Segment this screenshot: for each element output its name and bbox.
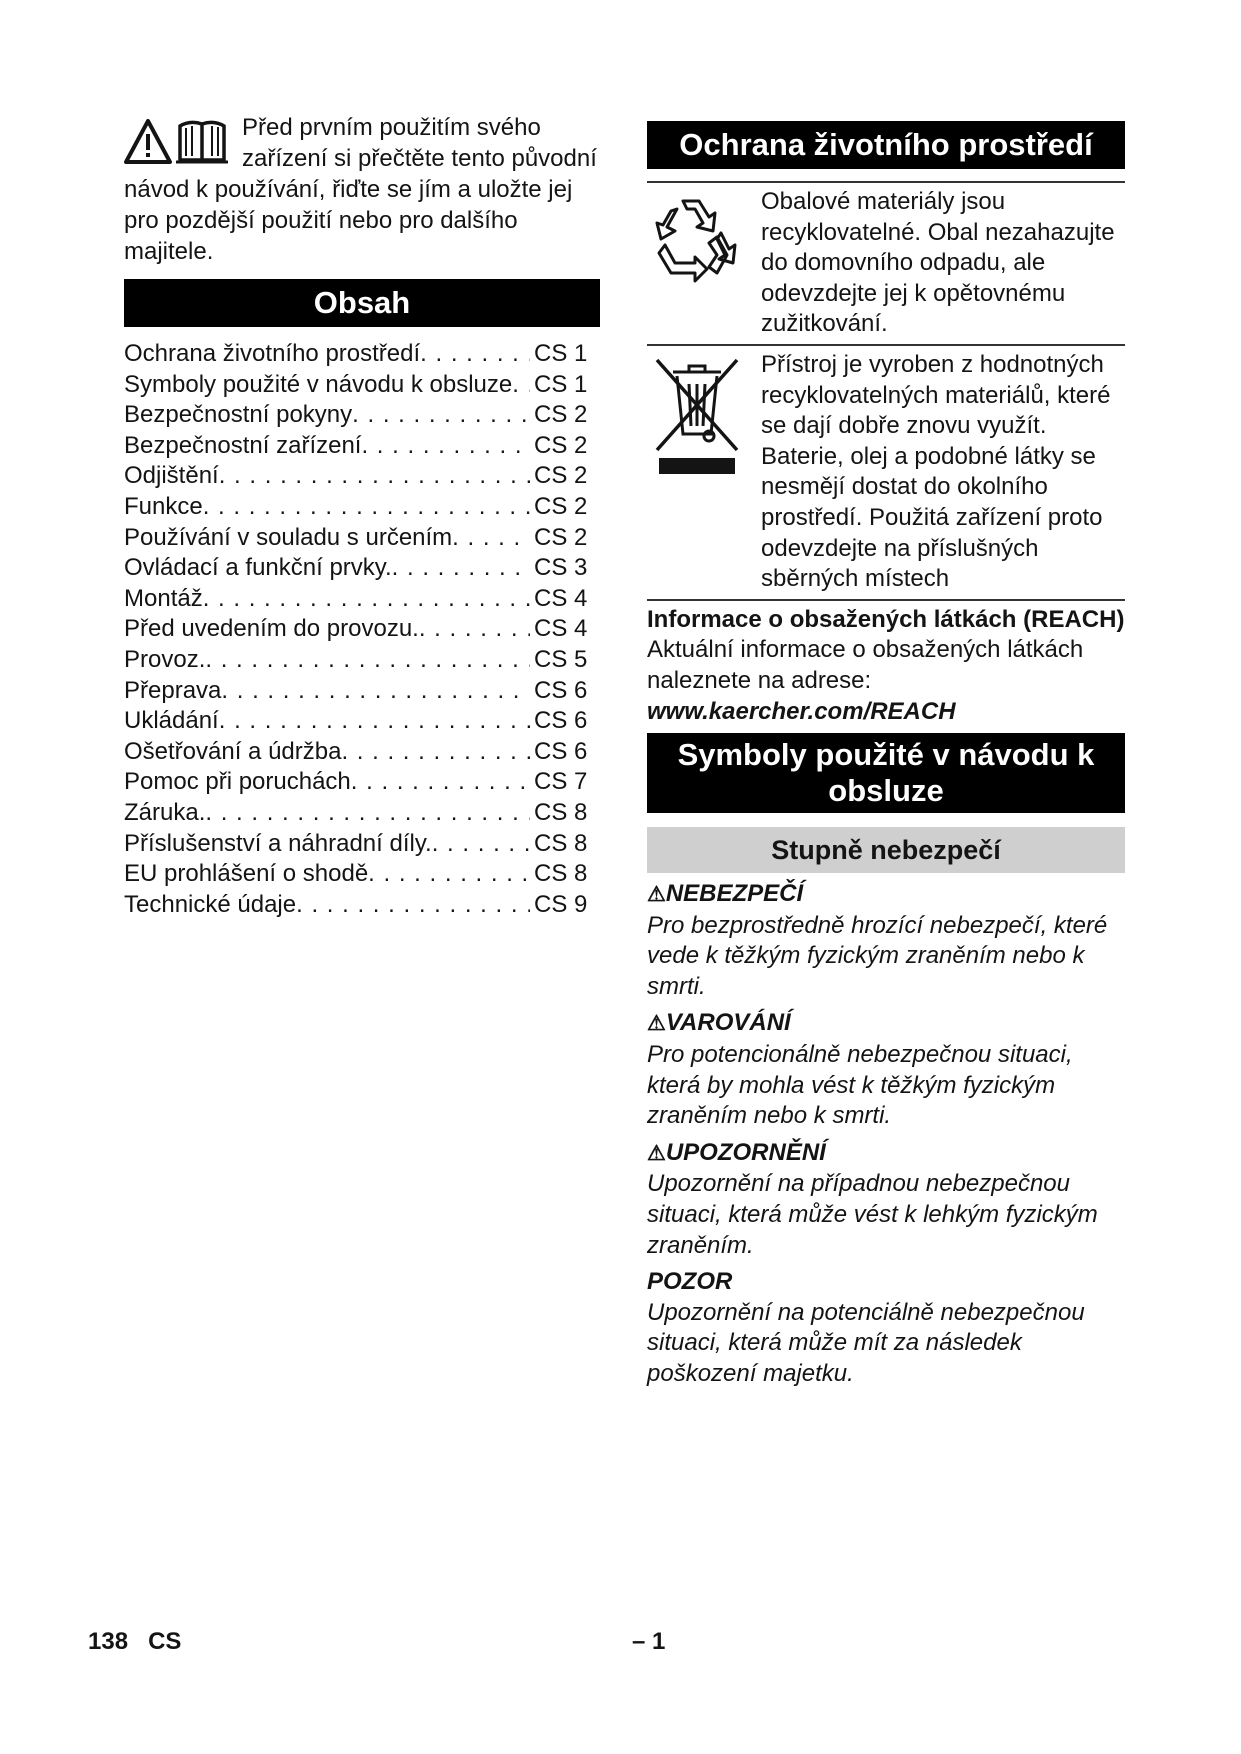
toc-leader-dots	[296, 890, 530, 921]
danger-level-description: Pro bezprostředně hrozící nebezpečí, které vede k těžkým fyzickým zraněním nebo k smrti.	[647, 911, 1108, 1000]
toc-item[interactable]	[124, 614, 600, 645]
toc-leader-dots	[221, 676, 530, 707]
danger-level-label: UPOZORNĚNÍ	[665, 1138, 826, 1166]
toc-item[interactable]	[124, 492, 600, 523]
disposal-text: Přístroj je vyroben z hodnotných recyklovatelných materiálů, které se dají dobře znovu využít. Baterie, olej a podobné látky se nesmějí dostat do okolního prostředí. Použitá zařízení proto odevzdejte na příslušných sběrných místech	[761, 350, 1111, 593]
warning-triangle-icon: ⚠	[647, 883, 666, 907]
toc-item[interactable]	[124, 829, 600, 860]
danger-level-label: VAROVÁNÍ	[665, 1009, 791, 1037]
toc-item-page: CS 6	[534, 737, 588, 765]
danger-level-title	[647, 879, 1125, 911]
recycling-icon	[647, 187, 747, 287]
toc-item[interactable]	[124, 737, 600, 768]
right-column	[647, 121, 1125, 1390]
toc-item[interactable]	[124, 798, 600, 829]
toc-item-title: Montáž	[124, 584, 203, 612]
toc-item-title: Bezpečnostní zařízení	[124, 431, 362, 459]
danger-level-description: Upozornění na případnou nebezpečnou situaci, která může vést k lehkým fyzickým zraněním.	[647, 1170, 1098, 1259]
toc-item-page: CS 1	[534, 370, 588, 398]
danger-levels-list	[647, 879, 1125, 1390]
toc-leader-dots	[341, 737, 530, 768]
danger-level-title	[647, 1267, 1125, 1298]
recycling-text: Obalové materiály jsou recyklovatelné. Obal nezahazujte do domovního odpadu, ale odevzdejte jej k opětovnému zužitkování.	[761, 188, 1115, 338]
toc-item-page: CS 3	[534, 554, 588, 582]
toc-item[interactable]	[124, 431, 600, 462]
toc-item-page: CS 2	[534, 462, 588, 490]
toc-item[interactable]	[124, 890, 600, 921]
toc-item-title: Před uvedením do provozu.	[124, 615, 419, 643]
toc-item-title: Přeprava	[124, 676, 222, 704]
toc-item[interactable]	[124, 584, 600, 615]
toc-item-page: CS 2	[534, 492, 588, 520]
toc-item-page: CS 5	[534, 645, 588, 673]
toc-leader-dots	[432, 829, 530, 860]
toc-leader-dots	[352, 400, 530, 431]
danger-levels-subheading: Stupně nebezpečí	[647, 827, 1125, 873]
toc-item-page: CS 7	[534, 768, 588, 796]
footer-page-number	[88, 1628, 181, 1656]
danger-level-label: POZOR	[647, 1268, 733, 1296]
page-number: 138	[88, 1628, 129, 1655]
symbols-heading: Symboly použité v návodu k obsluze	[647, 733, 1125, 813]
toc-item[interactable]	[124, 461, 600, 492]
toc-item-title: Pomoc při poruchách	[124, 768, 351, 796]
toc-item-page: CS 8	[534, 829, 588, 857]
reach-title: Informace o obsažených látkách (REACH)	[647, 605, 1125, 633]
toc-item-title: EU prohlášení o shodě	[124, 860, 369, 888]
toc-item-title: Funkce	[124, 492, 203, 520]
toc-item-title: Bezpečnostní pokyny	[124, 401, 353, 429]
toc-item-page: CS 4	[534, 584, 588, 612]
toc-item-title: Ukládání	[124, 707, 219, 735]
toc-item-page: CS 4	[534, 615, 588, 643]
crossed-bin-icon	[647, 350, 747, 480]
toc-item[interactable]	[124, 400, 600, 431]
danger-level	[647, 1008, 1125, 1131]
toc-item[interactable]	[124, 859, 600, 890]
toc-leader-dots	[205, 798, 530, 829]
recycling-notice	[647, 181, 1125, 340]
toc-item-page: CS 6	[534, 676, 588, 704]
environment-heading: Ochrana životního prostředí	[647, 121, 1125, 169]
reach-info	[647, 601, 1125, 727]
toc-leader-dots	[420, 339, 530, 370]
toc-item-title: Příslušenství a náhradní díly.	[124, 829, 432, 857]
toc-item[interactable]	[124, 645, 600, 676]
toc-item-title: Technické údaje	[124, 890, 297, 918]
toc-item-page: CS 2	[534, 401, 588, 429]
toc-item[interactable]	[124, 706, 600, 737]
intro-icons	[124, 118, 234, 170]
toc-leader-dots	[219, 706, 530, 737]
toc-item-page: CS 2	[534, 523, 588, 551]
toc-item-title: Ovládací a funkční prvky.	[124, 554, 392, 582]
danger-level-description: Upozornění na potenciálně nebezpečnou situaci, která může mít za následek poškození majetku.	[647, 1298, 1085, 1387]
toc-item-title: Provoz.	[124, 645, 206, 673]
toc-item-page: CS 2	[534, 431, 588, 459]
toc-item-title: Používání v souladu s určením	[124, 523, 453, 551]
toc-item-page: CS 8	[534, 860, 588, 888]
reach-link[interactable]: www.kaercher.com/REACH	[647, 697, 956, 725]
contents-heading: Obsah	[124, 279, 600, 327]
disposal-notice	[647, 344, 1125, 595]
toc-leader-dots	[219, 461, 530, 492]
toc-item-page: CS 1	[534, 340, 588, 367]
left-column	[124, 112, 600, 920]
toc-item[interactable]	[124, 676, 600, 707]
toc-item[interactable]	[124, 370, 600, 401]
toc-item[interactable]	[124, 339, 600, 370]
toc-leader-dots	[452, 523, 530, 554]
toc-item-page: CS 9	[534, 890, 588, 918]
page-language: CS	[148, 1628, 182, 1655]
danger-level-label: NEBEZPEČÍ	[665, 880, 804, 908]
toc-item-page: CS 8	[534, 798, 588, 826]
intro-notice	[124, 112, 600, 267]
danger-level-title	[647, 1138, 1125, 1170]
toc-item[interactable]	[124, 523, 600, 554]
toc-leader-dots	[392, 553, 530, 584]
footer-center-page: – 1	[632, 1628, 666, 1655]
toc-leader-dots	[203, 492, 530, 523]
toc-item-title: Záruka.	[124, 798, 206, 826]
warning-triangle-icon: ⚠	[647, 1141, 666, 1165]
toc-leader-dots	[512, 370, 530, 401]
toc-item-title: Ochrana životního prostředí	[124, 340, 421, 367]
toc-leader-dots	[205, 645, 530, 676]
danger-level-description: Pro potencionálně nebezpečnou situaci, která by mohla vést k těžkým fyzickým zraněním nebo k smrti.	[647, 1041, 1073, 1130]
warning-triangle-icon	[126, 121, 170, 162]
warning-triangle-icon: ⚠	[647, 1012, 666, 1036]
intro-text: Před prvním použitím svého zařízení si přečtěte tento původní návod k používání, řiďte se jím a uložte jej pro pozdější použití nebo pro dalšího majitele.	[124, 114, 597, 265]
toc-item-page: CS 6	[534, 707, 588, 735]
toc-item[interactable]	[124, 553, 600, 584]
toc-leader-dots	[419, 614, 530, 645]
toc-item-title: Symboly použité v návodu k obsluze	[124, 370, 513, 398]
danger-level	[647, 879, 1125, 1002]
toc-leader-dots	[361, 431, 530, 462]
manual-book-icon	[176, 122, 228, 162]
toc-item[interactable]	[124, 767, 600, 798]
reach-text: Aktuální informace o obsažených látkách naleznete na adrese:	[647, 636, 1084, 694]
table-of-contents	[124, 339, 600, 920]
danger-level	[647, 1138, 1125, 1261]
toc-leader-dots	[351, 767, 530, 798]
toc-item-title: Odjištění	[124, 462, 219, 490]
toc-leader-dots	[368, 859, 530, 890]
toc-leader-dots	[203, 584, 530, 615]
toc-item-title: Ošetřování a údržba	[124, 737, 342, 765]
danger-level-title	[647, 1008, 1125, 1040]
danger-level	[647, 1267, 1125, 1389]
